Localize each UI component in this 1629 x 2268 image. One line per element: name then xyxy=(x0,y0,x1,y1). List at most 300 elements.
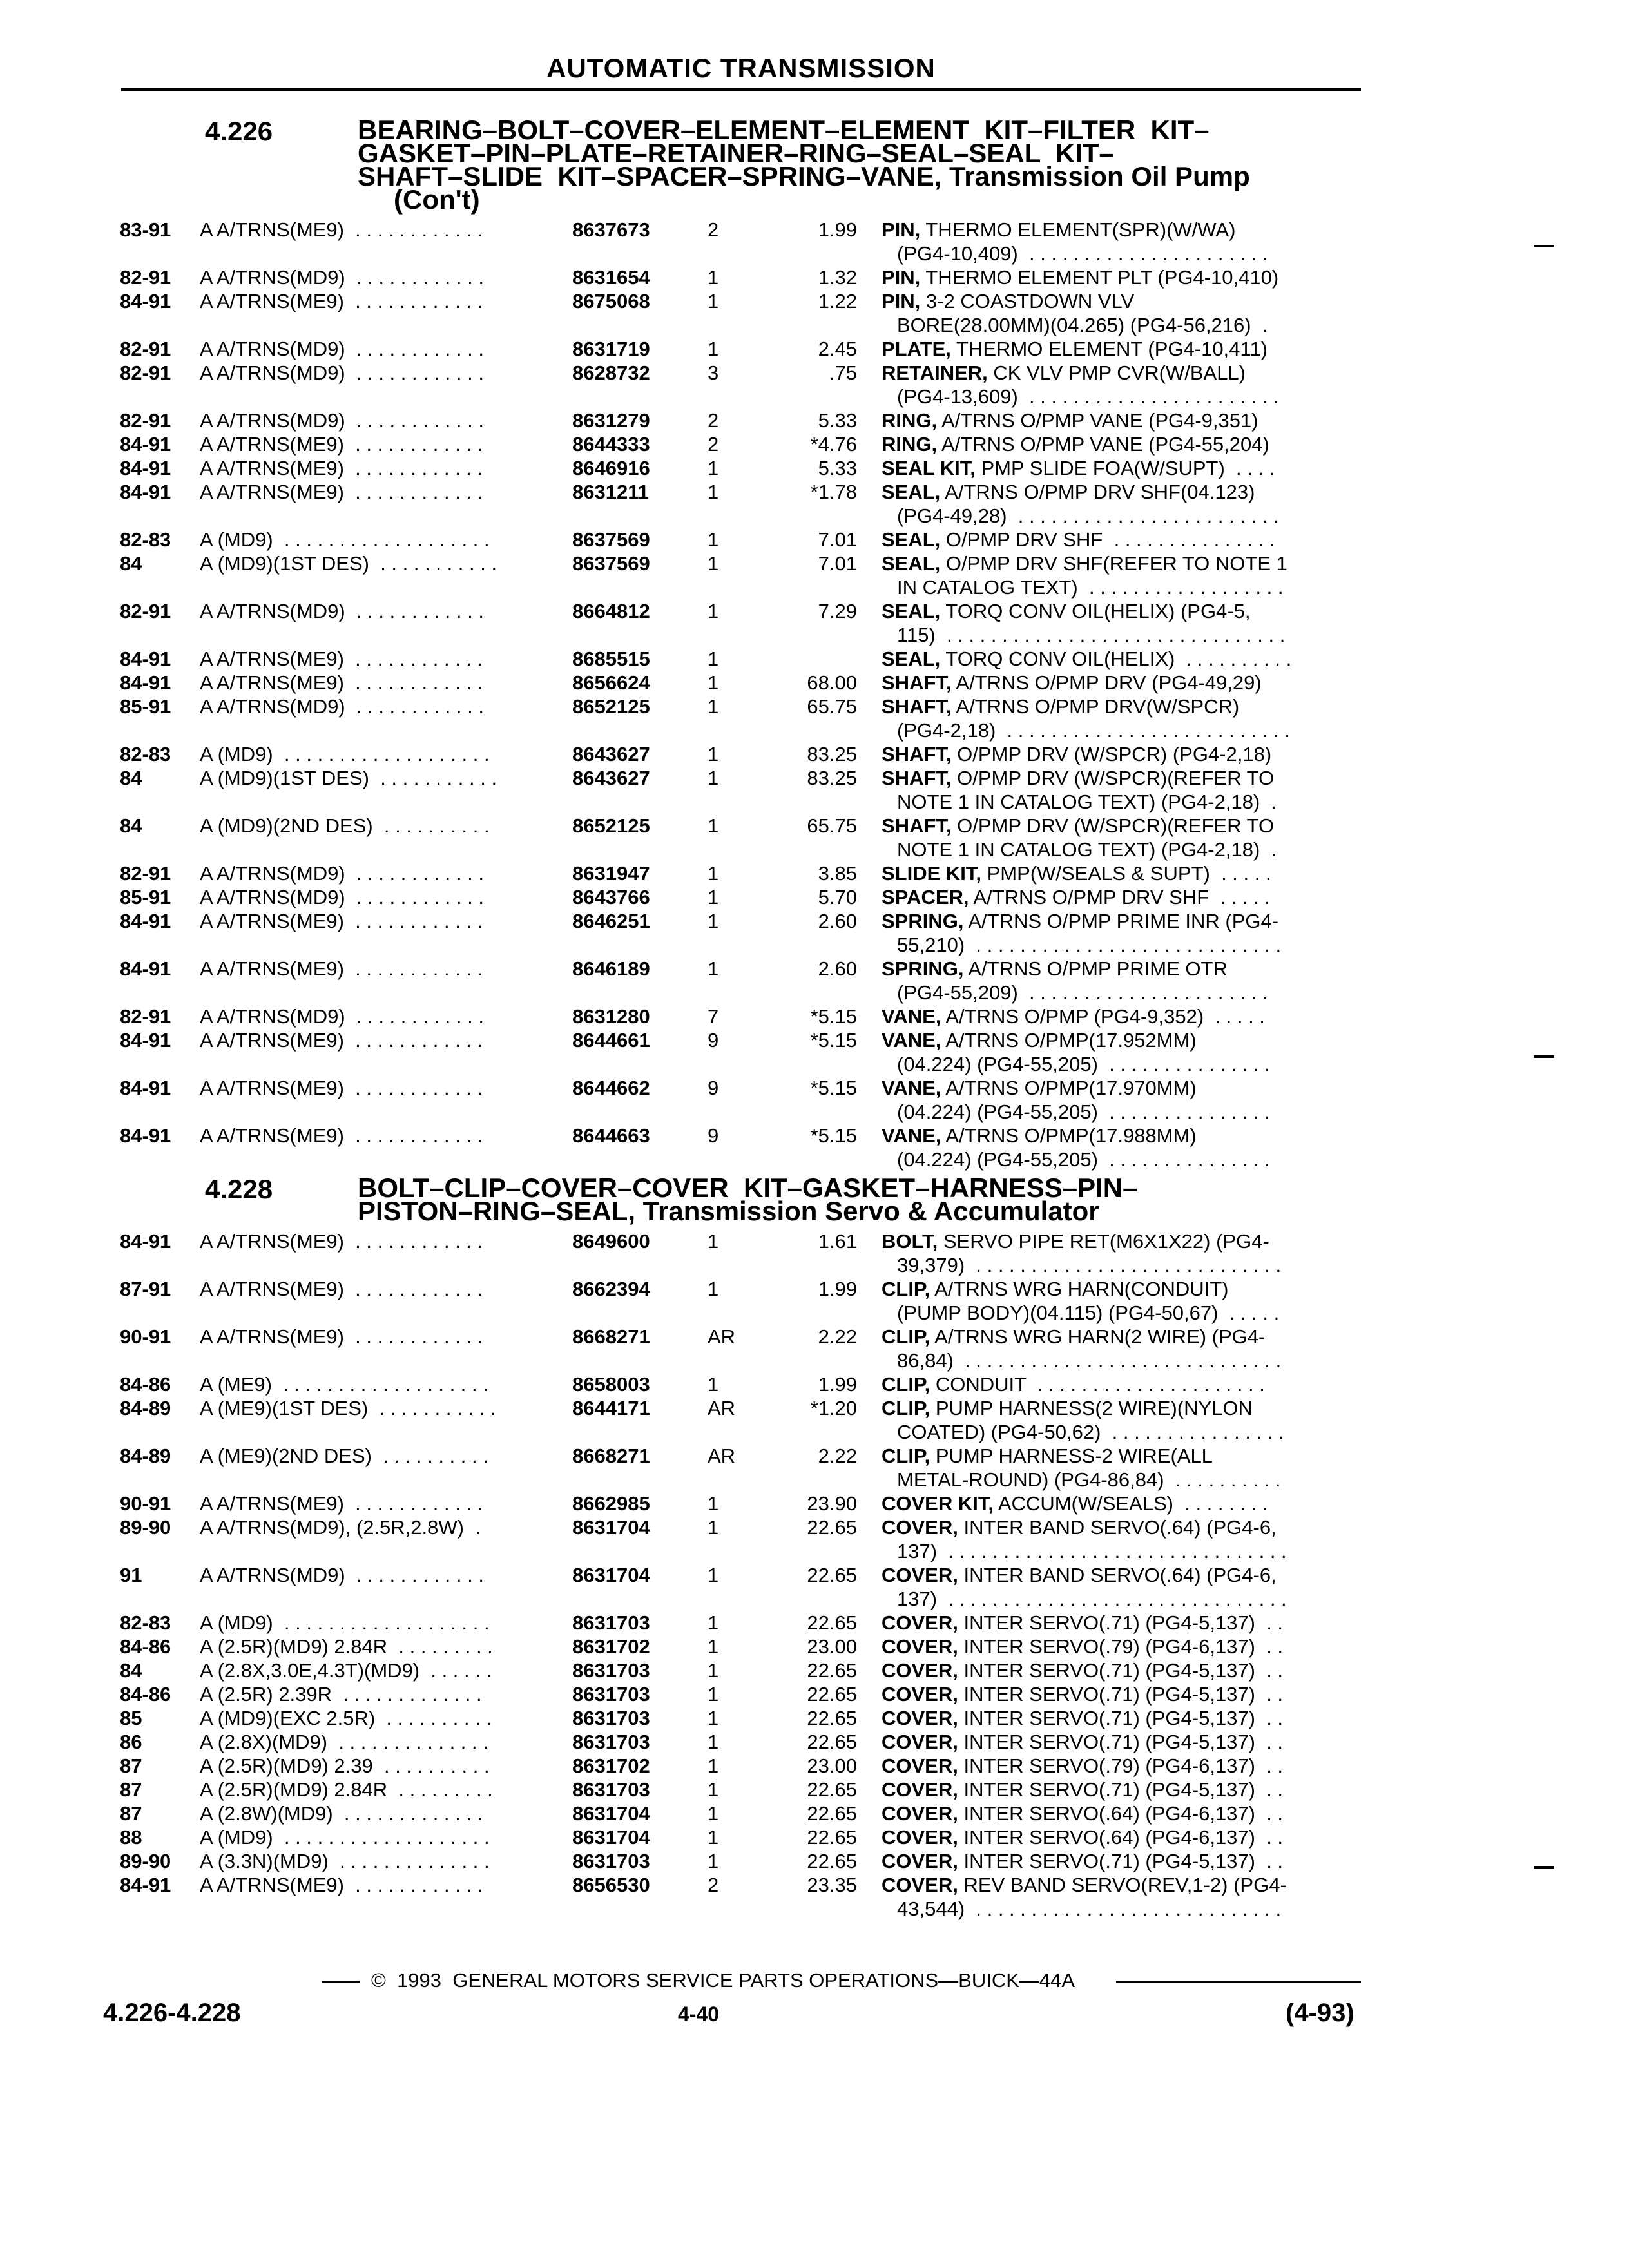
part-name: SHAFT, xyxy=(882,743,952,765)
model-application: A (MD9) . . . . . . . . . . . . . . . . . . . xyxy=(200,1826,490,1849)
part-number: 8631703 xyxy=(572,1850,650,1872)
model-application: A A/TRNS(ME9) . . . . . . . . . . . . xyxy=(200,671,483,694)
model-application: A (MD9)(1ST DES) . . . . . . . . . . . xyxy=(200,552,497,575)
model-years: 84-91 xyxy=(120,1230,171,1253)
part-number: 8644171 xyxy=(572,1397,650,1419)
section-title xyxy=(358,1173,1138,1226)
part-name: CLIP, xyxy=(882,1397,930,1419)
part-description xyxy=(882,1635,1354,1658)
part-detail: PUMP HARNESS(2 WIRE)(NYLON xyxy=(930,1397,1253,1419)
part-number: 8631703 xyxy=(572,1659,650,1682)
part-description xyxy=(882,647,1354,671)
part-number: 8631704 xyxy=(572,1516,650,1539)
model-years: 84-86 xyxy=(120,1683,171,1706)
quantity: 1 xyxy=(708,1373,719,1396)
part-description xyxy=(882,1730,1354,1754)
price: 5.33 xyxy=(818,457,857,479)
part-detail: O/PMP DRV SHF(REFER TO NOTE 1 xyxy=(940,552,1287,575)
part-detail: ACCUM(W/SEALS) . . . . . . . . xyxy=(993,1492,1268,1515)
part-description xyxy=(882,1611,1354,1635)
part-number: 8637569 xyxy=(572,552,650,575)
model-application: A A/TRNS(ME9) . . . . . . . . . . . . xyxy=(200,433,483,456)
part-number: 8662985 xyxy=(572,1492,650,1515)
part-name: SEAL, xyxy=(882,600,941,622)
model-years: 82-91 xyxy=(120,1005,171,1028)
quantity: 7 xyxy=(708,1005,719,1028)
footer-rule xyxy=(322,1981,360,1983)
quantity: 1 xyxy=(708,1850,719,1872)
part-detail: INTER SERVO(.71) (PG4-5,137) . . xyxy=(958,1707,1284,1729)
price: 2.60 xyxy=(818,910,857,932)
part-detail: SERVO PIPE RET(M6X1X22) (PG4- xyxy=(938,1230,1269,1253)
model-years: 90-91 xyxy=(120,1325,171,1348)
part-number: 8631704 xyxy=(572,1802,650,1825)
margin-mark xyxy=(1534,245,1554,247)
part-description-continuation: 55,210) . . . . . . . . . . . . . . . . . . . . . . . . . . . . xyxy=(897,934,1282,956)
quantity: 1 xyxy=(708,862,719,885)
part-detail: A/TRNS WRG HARN(2 WIRE) (PG4- xyxy=(930,1325,1266,1348)
model-years: 82-91 xyxy=(120,361,171,384)
part-name: SEAL, xyxy=(882,552,941,575)
part-name: RETAINER, xyxy=(882,361,988,384)
part-number: 8644661 xyxy=(572,1029,650,1052)
part-detail: CONDUIT . . . . . . . . . . . . . . . . . . . . . xyxy=(930,1373,1265,1396)
footer-date-code: (4-93) xyxy=(1286,1999,1354,2027)
part-detail: A/TRNS O/PMP VANE (PG4-55,204) xyxy=(937,433,1269,456)
part-description-continuation: 115) . . . . . . . . . . . . . . . . . . . . . . . . . . . . . . . xyxy=(897,624,1286,646)
part-name: CLIP, xyxy=(882,1278,930,1300)
model-years: 84 xyxy=(120,767,142,789)
model-application: A (MD9)(EXC 2.5R) . . . . . . . . . . xyxy=(200,1707,492,1729)
part-name: COVER, xyxy=(882,1707,958,1729)
model-application: A A/TRNS(ME9) . . . . . . . . . . . . xyxy=(200,1278,483,1300)
price: 22.65 xyxy=(807,1683,857,1706)
part-number: 8637673 xyxy=(572,218,650,241)
part-number: 8631703 xyxy=(572,1731,650,1753)
quantity: 1 xyxy=(708,481,719,503)
model-application: A A/TRNS(MD9) . . . . . . . . . . . . xyxy=(200,266,484,289)
price: *5.15 xyxy=(810,1005,857,1028)
model-application: A (MD9) . . . . . . . . . . . . . . . . . . . xyxy=(200,1611,490,1634)
margin-mark xyxy=(1534,1866,1554,1869)
model-application: A (2.5R)(MD9) 2.84R . . . . . . . . . xyxy=(200,1635,493,1658)
part-number: 8637569 xyxy=(572,528,650,551)
model-application: A (2.5R)(MD9) 2.39 . . . . . . . . . . xyxy=(200,1754,490,1777)
part-description xyxy=(882,1778,1354,1802)
model-application: A A/TRNS(ME9) . . . . . . . . . . . . xyxy=(200,218,483,241)
part-name: COVER, xyxy=(882,1635,958,1658)
part-description xyxy=(882,695,1354,718)
part-name: CLIP, xyxy=(882,1445,930,1467)
part-description-continuation: (04.224) (PG4-55,205) . . . . . . . . . . . . . . . xyxy=(897,1053,1270,1075)
model-years: 88 xyxy=(120,1826,142,1849)
price: 1.99 xyxy=(818,218,857,241)
model-application: A A/TRNS(MD9) . . . . . . . . . . . . xyxy=(200,361,484,384)
price: 2.45 xyxy=(818,338,857,360)
model-application: A A/TRNS(ME9) . . . . . . . . . . . . xyxy=(200,957,483,980)
model-years: 84-91 xyxy=(120,433,171,456)
part-name: COVER, xyxy=(882,1659,958,1682)
price: 22.65 xyxy=(807,1802,857,1825)
part-detail: REV BAND SERVO(REV,1-2) (PG4- xyxy=(958,1874,1287,1896)
quantity: 1 xyxy=(708,266,719,289)
part-name: PIN, xyxy=(882,218,921,241)
part-description xyxy=(882,480,1354,504)
part-name: COVER, xyxy=(882,1802,958,1825)
part-detail: THERMO ELEMENT PLT (PG4-10,410) xyxy=(920,266,1279,289)
part-number: 8631279 xyxy=(572,409,650,432)
margin-mark xyxy=(1534,1055,1554,1058)
quantity: 1 xyxy=(708,957,719,980)
price: 23.35 xyxy=(807,1874,857,1896)
model-years: 84-86 xyxy=(120,1635,171,1658)
part-name: SEAL, xyxy=(882,648,941,670)
part-number: 8631703 xyxy=(572,1683,650,1706)
part-number: 8664812 xyxy=(572,600,650,622)
part-number: 8631704 xyxy=(572,1564,650,1586)
part-number: 8646916 xyxy=(572,457,650,479)
price: *4.76 xyxy=(810,433,857,456)
part-detail: A/TRNS O/PMP (PG4-9,352) . . . . . xyxy=(941,1005,1265,1028)
quantity: 1 xyxy=(708,290,719,312)
part-name: COVER, xyxy=(882,1826,958,1849)
part-name: PLATE, xyxy=(882,338,951,360)
model-application: A A/TRNS(ME9) . . . . . . . . . . . . xyxy=(200,1492,483,1515)
part-number: 8643627 xyxy=(572,767,650,789)
part-description xyxy=(882,456,1354,480)
model-application: A A/TRNS(MD9) . . . . . . . . . . . . xyxy=(200,695,484,718)
part-description xyxy=(882,1124,1354,1148)
quantity: 1 xyxy=(708,1278,719,1300)
part-number: 8668271 xyxy=(572,1325,650,1348)
price: *1.20 xyxy=(810,1397,857,1419)
part-description-continuation: (PG4-10,409) . . . . . . . . . . . . . . . . . . . . . . xyxy=(897,242,1268,265)
part-description xyxy=(882,1849,1354,1873)
part-description xyxy=(882,265,1354,289)
model-years: 84 xyxy=(120,552,142,575)
part-detail: PMP(W/SEALS & SUPT) . . . . . xyxy=(981,862,1271,885)
model-years: 86 xyxy=(120,1731,142,1753)
price: 68.00 xyxy=(807,671,857,694)
part-number: 8643627 xyxy=(572,743,650,765)
part-description xyxy=(882,766,1354,790)
price: 23.90 xyxy=(807,1492,857,1515)
price: *5.15 xyxy=(810,1077,857,1099)
model-years: 84 xyxy=(120,1659,142,1682)
part-name: CLIP, xyxy=(882,1325,930,1348)
part-number: 8628732 xyxy=(572,361,650,384)
part-detail: O/PMP DRV (W/SPCR)(REFER TO xyxy=(951,767,1275,789)
section-title-line: (Con't) xyxy=(394,184,480,215)
price: 7.01 xyxy=(818,552,857,575)
part-description xyxy=(882,408,1354,432)
price: 3.85 xyxy=(818,862,857,885)
part-name: VANE, xyxy=(882,1077,941,1099)
footer-rule xyxy=(1116,1981,1361,1983)
quantity: AR xyxy=(708,1325,736,1348)
price: 22.65 xyxy=(807,1516,857,1539)
model-years: 84-91 xyxy=(120,671,171,694)
part-detail: A/TRNS O/PMP PRIME OTR xyxy=(963,957,1228,980)
part-number: 8656530 xyxy=(572,1874,650,1896)
model-years: 84-86 xyxy=(120,1373,171,1396)
part-description-continuation: 137) . . . . . . . . . . . . . . . . . . . . . . . . . . . . . . . xyxy=(897,1588,1287,1610)
part-name: COVER, xyxy=(882,1874,958,1896)
part-description xyxy=(882,1492,1354,1515)
part-description xyxy=(882,1802,1354,1825)
part-description-continuation: COATED) (PG4-50,62) . . . . . . . . . . . . . . . . xyxy=(897,1421,1284,1443)
model-years: 84 xyxy=(120,814,142,837)
model-years: 82-91 xyxy=(120,862,171,885)
price: *5.15 xyxy=(810,1124,857,1147)
part-number: 8644663 xyxy=(572,1124,650,1147)
part-description-continuation: 86,84) . . . . . . . . . . . . . . . . . . . . . . . . . . . . . xyxy=(897,1349,1282,1372)
part-description-continuation: (PG4-49,28) . . . . . . . . . . . . . . . . . . . . . . . . xyxy=(897,505,1279,527)
part-description-continuation: NOTE 1 IN CATALOG TEXT) (PG4-2,18) . xyxy=(897,838,1277,861)
quantity: 1 xyxy=(708,1802,719,1825)
part-detail: INTER SERVO(.71) (PG4-5,137) . . xyxy=(958,1611,1284,1634)
part-name: SHAFT, xyxy=(882,695,952,718)
model-application: A A/TRNS(ME9) . . . . . . . . . . . . xyxy=(200,1325,483,1348)
quantity: AR xyxy=(708,1445,736,1467)
model-years: 82-91 xyxy=(120,338,171,360)
header-rule xyxy=(121,88,1361,91)
model-application: A A/TRNS(MD9) . . . . . . . . . . . . xyxy=(200,1005,484,1028)
footer-page-number: 4-40 xyxy=(678,2003,720,2026)
part-detail: CK VLV PMP CVR(W/BALL) xyxy=(987,361,1246,384)
part-number: 8652125 xyxy=(572,695,650,718)
price: 2.22 xyxy=(818,1325,857,1348)
price: 2.60 xyxy=(818,957,857,980)
quantity: 1 xyxy=(708,338,719,360)
part-description xyxy=(882,1028,1354,1052)
part-detail: A/TRNS O/PMP DRV(W/SPCR) xyxy=(951,695,1240,718)
footer-section-range: 4.226-4.228 xyxy=(103,1999,241,2027)
part-description-continuation: (PUMP BODY)(04.115) (PG4-50,67) . . . . . xyxy=(897,1302,1280,1324)
price: *5.15 xyxy=(810,1029,857,1052)
footer-copyright: © 1993 GENERAL MOTORS SERVICE PARTS OPERATIONS—BUICK—44A xyxy=(371,1969,1075,1992)
quantity: 1 xyxy=(708,1683,719,1706)
model-years: 84-91 xyxy=(120,1124,171,1147)
model-years: 87 xyxy=(120,1802,142,1825)
part-number: 8658003 xyxy=(572,1373,650,1396)
part-number: 8685515 xyxy=(572,648,650,670)
part-number: 8646251 xyxy=(572,910,650,932)
quantity: 1 xyxy=(708,1635,719,1658)
part-description xyxy=(882,218,1354,242)
model-application: A (3.3N)(MD9) . . . . . . . . . . . . . . xyxy=(200,1850,490,1872)
part-description-continuation: (04.224) (PG4-55,205) . . . . . . . . . . . . . . . xyxy=(897,1148,1270,1171)
quantity: 1 xyxy=(708,743,719,765)
part-name: COVER, xyxy=(882,1564,958,1586)
part-detail: A/TRNS O/PMP(17.952MM) xyxy=(941,1029,1197,1052)
model-application: A A/TRNS(ME9) . . . . . . . . . . . . xyxy=(200,1874,483,1896)
part-detail: INTER SERVO(.71) (PG4-5,137) . . xyxy=(958,1659,1284,1682)
quantity: 1 xyxy=(708,1659,719,1682)
part-detail: A/TRNS O/PMP DRV (PG4-49,29) xyxy=(951,671,1262,694)
section-title-line: BOLT–CLIP–COVER–COVER KIT–GASKET–HARNESS–PIN– xyxy=(358,1173,1138,1203)
model-years: 82-83 xyxy=(120,1611,171,1634)
part-number: 8652125 xyxy=(572,814,650,837)
part-detail: A/TRNS O/PMP VANE (PG4-9,351) xyxy=(937,409,1258,432)
quantity: 1 xyxy=(708,1492,719,1515)
part-description-continuation: (04.224) (PG4-55,205) . . . . . . . . . . . . . . . xyxy=(897,1100,1270,1123)
quantity: 9 xyxy=(708,1124,719,1147)
page-header-title: AUTOMATIC TRANSMISSION xyxy=(546,53,936,83)
part-description xyxy=(882,957,1354,981)
model-years: 89-90 xyxy=(120,1850,171,1872)
part-name: PIN, xyxy=(882,290,921,312)
price: 1.22 xyxy=(818,290,857,312)
part-description-continuation: IN CATALOG TEXT) . . . . . . . . . . . . . . . . . . xyxy=(897,576,1284,599)
part-description xyxy=(882,1076,1354,1100)
quantity: 2 xyxy=(708,433,719,456)
price: 65.75 xyxy=(807,814,857,837)
model-years: 84-89 xyxy=(120,1397,171,1419)
part-description xyxy=(882,1277,1354,1301)
part-number: 8631654 xyxy=(572,266,650,289)
quantity: 1 xyxy=(708,1778,719,1801)
part-description xyxy=(882,1229,1354,1253)
model-application: A (2.8X,3.0E,4.3T)(MD9) . . . . . . xyxy=(200,1659,492,1682)
quantity: AR xyxy=(708,1397,736,1419)
quantity: 1 xyxy=(708,814,719,837)
part-description xyxy=(882,552,1354,575)
section-title xyxy=(358,115,1250,215)
model-years: 90-91 xyxy=(120,1492,171,1515)
part-name: RING, xyxy=(882,433,938,456)
quantity: 3 xyxy=(708,361,719,384)
quantity: 1 xyxy=(708,767,719,789)
model-years: 84-91 xyxy=(120,1874,171,1896)
part-description xyxy=(882,528,1354,552)
part-description xyxy=(882,1325,1354,1349)
quantity: 1 xyxy=(708,1826,719,1849)
quantity: 1 xyxy=(708,528,719,551)
part-description xyxy=(882,361,1354,385)
price: 65.75 xyxy=(807,695,857,718)
price: 22.65 xyxy=(807,1778,857,1801)
model-years: 84-89 xyxy=(120,1445,171,1467)
part-description-continuation: 43,544) . . . . . . . . . . . . . . . . . . . . . . . . . . . . xyxy=(897,1898,1282,1920)
model-years: 84-91 xyxy=(120,457,171,479)
part-description xyxy=(882,1658,1354,1682)
part-name: SLIDE KIT, xyxy=(882,862,982,885)
part-detail: O/PMP DRV (W/SPCR)(REFER TO xyxy=(951,814,1275,837)
model-application: A A/TRNS(MD9) . . . . . . . . . . . . xyxy=(200,600,484,622)
part-number: 8631703 xyxy=(572,1707,650,1729)
part-name: VANE, xyxy=(882,1029,941,1052)
part-number: 8631719 xyxy=(572,338,650,360)
quantity: 1 xyxy=(708,1754,719,1777)
model-application: A (2.8X)(MD9) . . . . . . . . . . . . . . xyxy=(200,1731,488,1753)
part-detail: INTER SERVO(.64) (PG4-6,137) . . xyxy=(958,1826,1284,1849)
part-description xyxy=(882,1706,1354,1730)
price: 1.99 xyxy=(818,1278,857,1300)
part-description xyxy=(882,432,1354,456)
part-detail: INTER SERVO(.79) (PG4-6,137) . . xyxy=(958,1754,1284,1777)
part-name: SPRING, xyxy=(882,910,964,932)
quantity: 1 xyxy=(708,886,719,908)
model-years: 91 xyxy=(120,1564,142,1586)
part-number: 8646189 xyxy=(572,957,650,980)
quantity: 2 xyxy=(708,1874,719,1896)
part-number: 8649600 xyxy=(572,1230,650,1253)
quantity: 1 xyxy=(708,671,719,694)
model-years: 82-91 xyxy=(120,266,171,289)
part-name: BOLT, xyxy=(882,1230,938,1253)
model-application: A A/TRNS(MD9), (2.5R,2.8W) . xyxy=(200,1516,481,1539)
part-detail: INTER BAND SERVO(.64) (PG4-6, xyxy=(958,1564,1277,1586)
part-description-continuation: (PG4-13,609) . . . . . . . . . . . . . . . . . . . . . . . xyxy=(897,385,1279,408)
part-number: 8644662 xyxy=(572,1077,650,1099)
model-years: 84-91 xyxy=(120,290,171,312)
section-title-line: SHAFT–SLIDE KIT–SPACER–SPRING–VANE, Transmission Oil Pump xyxy=(358,161,1250,191)
model-years: 84-91 xyxy=(120,1077,171,1099)
part-description xyxy=(882,885,1354,909)
part-detail: A/TRNS O/PMP DRV SHF(04.123) xyxy=(940,481,1255,503)
model-application: A A/TRNS(ME9) . . . . . . . . . . . . xyxy=(200,1230,483,1253)
model-application: A A/TRNS(ME9) . . . . . . . . . . . . xyxy=(200,481,483,503)
price: 22.65 xyxy=(807,1850,857,1872)
price: 7.01 xyxy=(818,528,857,551)
part-name: SEAL, xyxy=(882,528,941,551)
quantity: 1 xyxy=(708,695,719,718)
price: 1.61 xyxy=(818,1230,857,1253)
model-years: 87 xyxy=(120,1754,142,1777)
model-years: 84-91 xyxy=(120,1029,171,1052)
part-description xyxy=(882,1754,1354,1778)
price: 22.65 xyxy=(807,1707,857,1729)
quantity: 1 xyxy=(708,1707,719,1729)
model-years: 84-91 xyxy=(120,910,171,932)
part-detail: INTER SERVO(.79) (PG4-6,137) . . xyxy=(958,1635,1284,1658)
part-number: 8631280 xyxy=(572,1005,650,1028)
model-application: A (ME9)(1ST DES) . . . . . . . . . . . xyxy=(200,1397,496,1419)
model-years: 82-91 xyxy=(120,409,171,432)
part-detail: TORQ CONV OIL(HELIX) . . . . . . . . . . xyxy=(940,648,1292,670)
price: .75 xyxy=(829,361,857,384)
part-detail: THERMO ELEMENT (PG4-10,411) xyxy=(950,338,1268,360)
model-application: A (2.8W)(MD9) . . . . . . . . . . . . . xyxy=(200,1802,483,1825)
part-detail: A/TRNS O/PMP(17.988MM) xyxy=(941,1124,1197,1147)
part-description xyxy=(882,1515,1354,1539)
part-number: 8631703 xyxy=(572,1611,650,1634)
part-number: 8644333 xyxy=(572,433,650,456)
quantity: 1 xyxy=(708,1731,719,1753)
part-number: 8675068 xyxy=(572,290,650,312)
price: 22.65 xyxy=(807,1564,857,1586)
model-years: 89-90 xyxy=(120,1516,171,1539)
part-description xyxy=(882,1004,1354,1028)
part-name: COVER, xyxy=(882,1611,958,1634)
part-description xyxy=(882,599,1354,623)
price: 22.65 xyxy=(807,1731,857,1753)
part-name: SPACER, xyxy=(882,886,969,908)
part-detail: A/TRNS O/PMP PRIME INR (PG4- xyxy=(963,910,1279,932)
model-application: A (MD9) . . . . . . . . . . . . . . . . . . . xyxy=(200,743,490,765)
section-number: 4.228 xyxy=(205,1174,273,1204)
part-description-continuation: NOTE 1 IN CATALOG TEXT) (PG4-2,18) . xyxy=(897,791,1277,813)
part-description xyxy=(882,1444,1354,1468)
price: 5.70 xyxy=(818,886,857,908)
price: 83.25 xyxy=(807,743,857,765)
part-detail: INTER SERVO(.71) (PG4-5,137) . . xyxy=(958,1778,1284,1801)
part-detail: TORQ CONV OIL(HELIX) (PG4-5, xyxy=(940,600,1251,622)
price: 22.65 xyxy=(807,1611,857,1634)
model-years: 82-91 xyxy=(120,600,171,622)
part-description-continuation: (PG4-2,18) . . . . . . . . . . . . . . . . . . . . . . . . . . xyxy=(897,719,1290,742)
